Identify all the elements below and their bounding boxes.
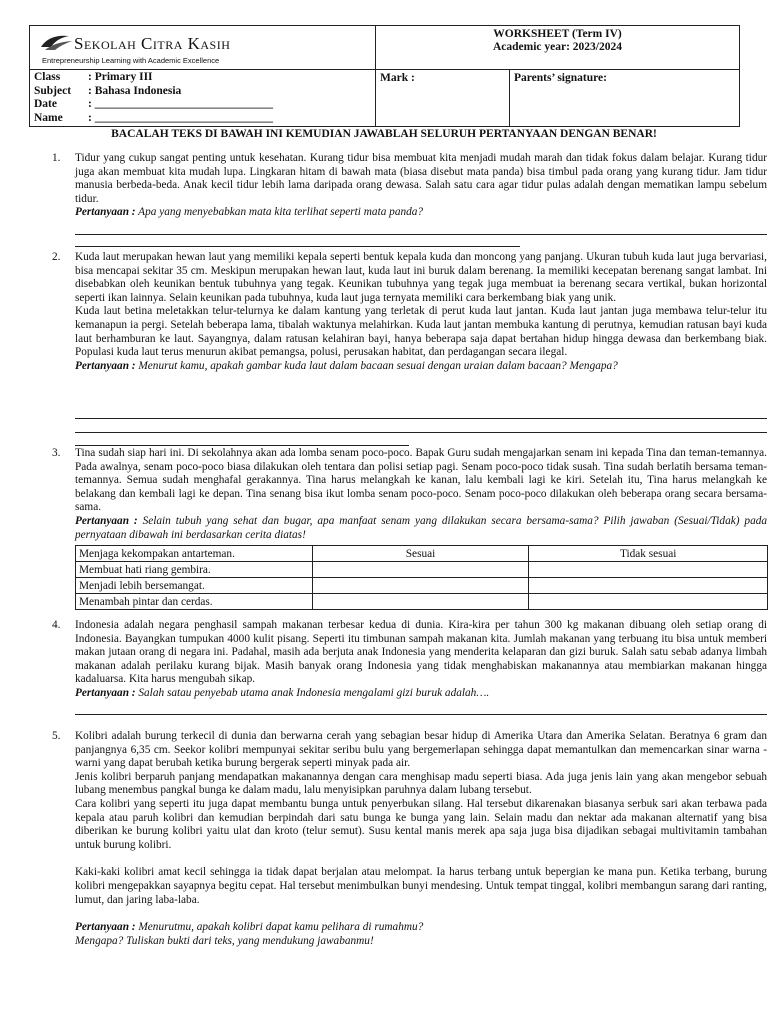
answer-cell-tidak-sesuai[interactable] — [529, 578, 768, 594]
instruction: BACALAH TEKS DI BAWAH INI KEMUDIAN JAWABLAH SELURUH PERTANYAAN DENGAN BENAR! — [111, 128, 657, 140]
answer-line[interactable] — [75, 234, 767, 235]
answer-line[interactable] — [75, 445, 409, 446]
paragraph: Kuda laut merupakan hewan laut yang memiliki kepala seperti bentuk kepala kuda dan moncong yang panjang. Ukuran tubuh kuda laut juga bervariasi, bisa mencapai sekitar 35 cm. Meskipun merupakan hewan laut, kuda laut ini buruk dalam berenang. Ia memiliki kecepatan berenang sangat lambat. Ini disebabkan oleh keunikan bentuk tubuhnya yang tegak. Keunikan tubuhnya yang tegak juga membuat ia berenang secara vertikal, bukan horizontal seperti ikan lainnya. Selain keunikan pada tubuhnya, kuda laut juga ternyata memiliki cara berkembang biak yang unik. — [75, 251, 767, 304]
parents-signature-cell[interactable] — [510, 70, 740, 127]
table-cell: Menambah pintar dan cerdas. — [76, 594, 313, 610]
student-info-cell — [30, 70, 376, 127]
signature-label: Parents’ signature: — [514, 72, 607, 84]
mark-label: Mark : — [380, 72, 415, 84]
answer-cell-tidak-sesuai[interactable] — [529, 594, 768, 610]
answer-line[interactable] — [75, 714, 767, 715]
worksheet-title: WORKSHEET (Term IV) — [493, 28, 622, 40]
question-number: 2. — [52, 251, 61, 263]
date-field[interactable]: Date : _______________________________ — [34, 98, 273, 110]
name-field[interactable]: Name : _______________________________ — [34, 111, 273, 124]
question-prompt-continued: Mengapa? Tuliskan bukti dari teks, yang mendukung jawabanmu! — [75, 934, 374, 947]
question-prompt: Pertanyaan : Selain tubuh yang sehat dan bugar, apa manfaat senam yang dilakukan secara bersama-sama? Pilih jawaban (Sesuai/Tidak) pada pernyataan dibawah ini berdasarkan cerita diatas! — [75, 514, 768, 541]
question-number: 3. — [52, 447, 61, 459]
paragraph: Indonesia adalah negara penghasil sampah makanan terbesar kedua di dunia. Kira-kira per tahun 300 kg makanan dibuang oleh setiap orang di Indonesia. Bayangkan tumpukan 4000 kulit pisang. Seperti itu timbunan sampah makanan kita. Jumlah makanan yang terbuang itu bisa untuk memberi makan jutaan orang di negara ini. Padahal, masih ada berjuta anak Indonesia yang menderita kelaparan dan gizi buruk. Salah satu sebab adanya limbah makanan adalah perilaku kurang bijak. Masih banyak orang Indonesia yang tidak menghabiskan makanannya atau membiarkan makanan hingga kadaluarsa. Kita harus mengubah sikap. — [75, 619, 767, 686]
school-logo-icon — [39, 32, 73, 52]
answer-line[interactable] — [75, 418, 767, 419]
paragraph: Kolibri adalah burung terkecil di dunia dan berwarna cerah yang sebagian besar hidup di Amerika Utara dan Amerika Selatan. Beratnya 6 gram dan panjangnya 6,35 cm. Seekor kolibri mempunyai sekitar seribu bulu yang bergemerlapan sehingga dapat memantulkan dan memencarkan sinar warna - warni yang dapat berubah ketika burung bergerak seperti minyak pada air. — [75, 730, 767, 770]
answer-line[interactable] — [75, 432, 767, 433]
question-number: 4. — [52, 619, 61, 631]
table-header-tidak-sesuai: Tidak sesuai — [529, 546, 768, 562]
paragraph: Tina sudah siap hari ini. Di sekolahnya akan ada lomba senam poco-poco. Bapak Guru sudah mengajarkan senam ini kepada Tina dan teman-temannya. Pada awalnya, senam poco-poco biasa dilakukan oleh tentara dan polisi setiap pagi. Senam poco-poco tidak susah. Tina sudah berlatih bersama teman-temannya. Semua sudah menghafal gerakannya. Tina harus melangkah ke kanan, lalu kembali lagi ke kiri. Setelah itu, Tina harus melangkah ke belakang dan kembali lagi ke depan. Tina senang bisa ikut lomba senam poco-poco. Senam poco-poco dilakukan oleh beberapa orang secara bersama-sama. — [75, 447, 767, 514]
class-row: Class : Primary III — [34, 71, 153, 83]
table-row — [76, 594, 768, 610]
school-name: Sekolah Citra Kasih — [74, 34, 231, 53]
answer-cell-tidak-sesuai[interactable] — [529, 562, 768, 578]
question-prompt: Pertanyaan : Menurut kamu, apakah gambar kuda laut dalam bacaan sesuai dengan uraian dalam bacaan? Mengapa? — [75, 359, 618, 372]
table-cell: Menjaga kekompakan antarteman. — [76, 546, 313, 562]
paragraph: Jenis kolibri berparuh panjang mendapatkan makanannya dengan cara menghisap madu seperti biasa. Ada juga jenis lain yang akan mengebor sebuah lubang menembus pangkal bunga ke dalam madu, lalu menyisipkan paruhnya dalam lubang tersebut. — [75, 770, 767, 797]
subject-row: Subject : Bahasa Indonesia — [34, 84, 182, 97]
table-row — [76, 578, 768, 594]
school-tagline: Entrepreneurship Learning with Academic Excellence — [42, 56, 220, 65]
question-prompt: Pertanyaan : Apa yang menyebabkan mata kita terlihat seperti mata panda? — [75, 206, 424, 219]
answer-cell-sesuai[interactable] — [312, 578, 529, 594]
answer-line[interactable] — [75, 246, 520, 247]
table-header-row — [76, 546, 768, 562]
paragraph: Kaki-kaki kolibri amat kecil sehingga ia tidak dapat berjalan atau melompat. Ia harus terbang untuk bepergian ke mana pun. Ketika terbang, burung kolibri mengepakkan sayapnya begitu cepat. Hal tersebut menimbulkan bunyi mendesing. Untuk tempat tinggal, kolibri membangun sarang dari ranting, lumut, dan jaring laba-laba. — [75, 866, 767, 906]
worksheet-title-cell — [376, 26, 740, 70]
logo-cell — [30, 26, 376, 70]
answer-cell-sesuai[interactable] — [312, 594, 529, 610]
table-header-sesuai: Sesuai — [312, 546, 529, 562]
question-prompt: Pertanyaan : Menurutmu, apakah kolibri dapat kamu pelihara di rumahmu? — [75, 921, 424, 934]
paragraph: Kuda laut betina meletakkan telur-telurnya ke dalam kantung yang terletak di perut kuda laut jantan. Kuda laut jantan juga membawa telur-telur itu kemanapun ia pergi. Setelah beberapa lama, tibalah waktunya melahirkan. Kuda laut jantan membuka kantung di perutnya, kemudian ratusan bayi kuda laut berhamburan ke laut. Sayangnya, dalam ratusan kelahiran bayi, hanya beberapa saja dapat bertahan hidup hingga dewasa dan berkembang biak. Populasi kuda laut terus menurun akibat pemangsa, polusi, perusakan habitat, dan perdagangan secara ilegal. — [75, 305, 767, 359]
answer-table — [75, 545, 768, 610]
table-cell: Membuat hati riang gembira. — [76, 562, 313, 578]
question-prompt: Pertanyaan : Salah satau penyebab utama anak Indonesia mengalami gizi buruk adalah…. — [75, 686, 490, 699]
mark-cell[interactable] — [376, 70, 510, 127]
paragraph: Cara kolibri yang seperti itu juga dapat membantu bunga untuk penyerbukan silang. Hal tersebut dikarenakan biasanya serbuk sari akan terbawa pada kepala atau paruh kolibri dan kemudian berpindah dari satu bunga ke bunga yang lain. Selain madu dan nektar ada makanan alternatif yang bisa diberikan ke burung kolibri yaitu ulat dan kroto (telur semut). Susu kental manis merek apa saja juga bisa dijadikan sebagai multivitamin tambahan untuk burung kolibri. — [75, 797, 767, 851]
header-table — [29, 25, 740, 127]
question-number: 5. — [52, 730, 61, 742]
table-row — [76, 562, 768, 578]
table-cell: Menjadi lebih bersemangat. — [76, 578, 313, 594]
academic-year: Academic year: 2023/2024 — [492, 41, 623, 53]
answer-cell-sesuai[interactable] — [312, 562, 529, 578]
question-number: 1. — [52, 152, 61, 164]
paragraph: Tidur yang cukup sangat penting untuk kesehatan. Kurang tidur bisa membuat kita menjadi mudah marah dan tidak fokus dalam belajar. Kurang tidur juga akan membuat kita mudah lupa. Lingkaran hitam di bawah mata (biasa disebut mata panda) bisa timbul pada orang yang kurang tidur. Jam tidur manusia berbeda-beda. Anak kecil tidur lebih lama daripada orang dewasa. Salah satu cara agar tidur pulas adalah dengan mematikan lampu sebelum tidur. — [75, 152, 767, 205]
